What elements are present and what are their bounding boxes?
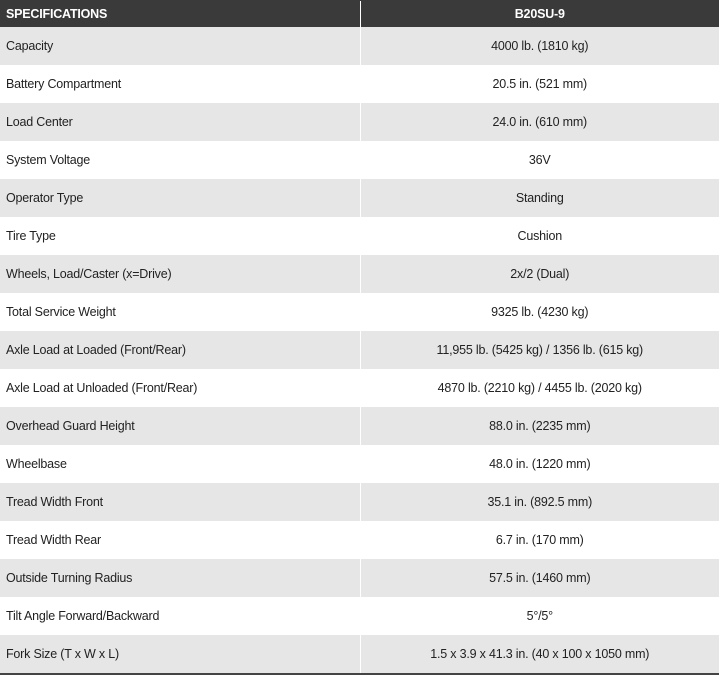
table-row [0,369,719,407]
row-value: 6.7 in. (170 mm) [360,521,719,559]
table-row [0,597,719,635]
row-label: Tread Width Rear [0,521,360,559]
table-row [0,483,719,521]
row-label: Total Service Weight [0,293,360,331]
table-row [0,255,719,293]
table-row [0,407,719,445]
row-value: 20.5 in. (521 mm) [360,65,719,103]
table-row [0,559,719,597]
table-row [0,331,719,369]
row-label: Operator Type [0,179,360,217]
row-label: Overhead Guard Height [0,407,360,445]
row-value: Standing [360,179,719,217]
table-row [0,103,719,141]
row-label: Tilt Angle Forward/Backward [0,597,360,635]
table-row [0,65,719,103]
row-value: 88.0 in. (2235 mm) [360,407,719,445]
row-value: Cushion [360,217,719,255]
table-row [0,293,719,331]
row-value: 48.0 in. (1220 mm) [360,445,719,483]
row-label: Fork Size (T x W x L) [0,635,360,674]
row-value: 4000 lb. (1810 kg) [360,27,719,65]
row-label: Tread Width Front [0,483,360,521]
row-value: 4870 lb. (2210 kg) / 4455 lb. (2020 kg) [360,369,719,407]
row-value: 5°/5° [360,597,719,635]
row-value: 24.0 in. (610 mm) [360,103,719,141]
table-row [0,27,719,65]
row-label: Load Center [0,103,360,141]
row-label: Battery Compartment [0,65,360,103]
row-label: Capacity [0,27,360,65]
row-label: Axle Load at Unloaded (Front/Rear) [0,369,360,407]
row-label: Wheelbase [0,445,360,483]
row-value: 9325 lb. (4230 kg) [360,293,719,331]
row-value: 35.1 in. (892.5 mm) [360,483,719,521]
model-heading: B20SU-9 [360,1,719,28]
row-value: 57.5 in. (1460 mm) [360,559,719,597]
header-row [0,1,719,28]
table-header [0,1,719,28]
row-value: 36V [360,141,719,179]
row-value: 2x/2 (Dual) [360,255,719,293]
row-value: 11,955 lb. (5425 kg) / 1356 lb. (615 kg) [360,331,719,369]
table-body [0,27,719,674]
table-row [0,179,719,217]
table-row [0,217,719,255]
table-row [0,445,719,483]
row-label: Axle Load at Loaded (Front/Rear) [0,331,360,369]
table-row [0,141,719,179]
row-label: Wheels, Load/Caster (x=Drive) [0,255,360,293]
row-value: 1.5 x 3.9 x 41.3 in. (40 x 100 x 1050 mm) [360,635,719,674]
table-row [0,521,719,559]
row-label: System Voltage [0,141,360,179]
row-label: Tire Type [0,217,360,255]
table-row [0,635,719,674]
row-label: Outside Turning Radius [0,559,360,597]
specifications-heading: SPECIFICATIONS [0,1,360,28]
